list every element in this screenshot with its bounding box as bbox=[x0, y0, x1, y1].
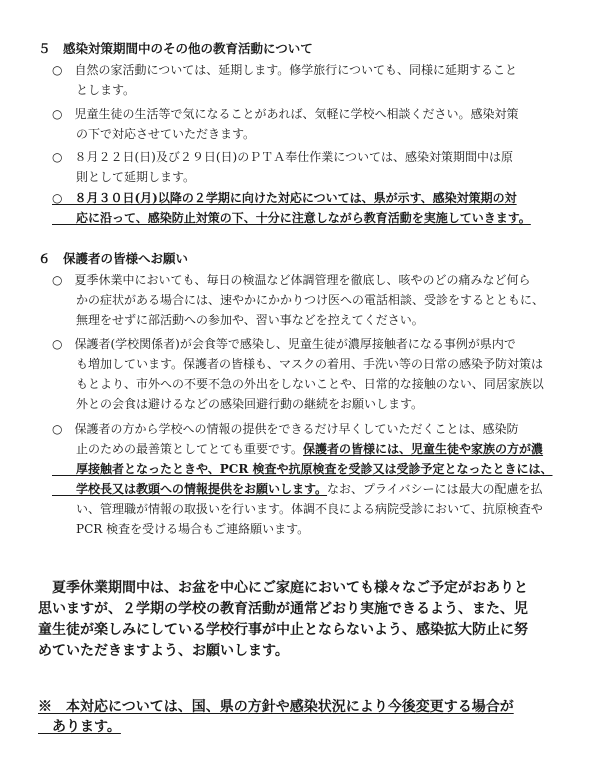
section-5-item-3 bbox=[52, 147, 572, 187]
text-line: あります。 bbox=[38, 719, 121, 735]
section-6-item-3 bbox=[52, 419, 572, 539]
text-line: めていただきますよう、お願いします。 bbox=[38, 643, 289, 659]
text-line bbox=[52, 479, 572, 499]
text-line: の下で対応させていただきます。 bbox=[52, 127, 256, 141]
text-line: ○ ８月３０日(月)以降の２学期に向けた対応については、県が示す、感染対策期の対 bbox=[52, 191, 517, 205]
text-line: ○ 児童生徒の生活等で気になることがあれば、気軽に学校へ相談ください。感染対策 bbox=[52, 107, 519, 121]
text-line: 則として延期します。 bbox=[52, 170, 196, 184]
section-6-item-1 bbox=[52, 270, 572, 330]
text-line: ※ 本対応については、国、県の方針や感染状況により今後変更する場合が bbox=[38, 699, 514, 715]
section-5-heading: ５ 感染対策期間中のその他の教育活動について bbox=[38, 41, 313, 56]
text-segment: なお、プライバシーには最大の配慮を払 bbox=[327, 482, 543, 496]
text-line: とします。 bbox=[52, 83, 136, 97]
text-line: 応に沿って、感染防止対策の下、十分に注意しながら教育活動を実施していきます。 bbox=[52, 211, 531, 225]
text-line: 夏季休業期間中は、お盆を中心にご家庭においても様々なご予定がおありと bbox=[38, 580, 528, 596]
text-line: ○ 保護者(学校関係者)が会食等で感染し、児童生徒が濃厚接触者になる事例が県内で bbox=[52, 337, 516, 351]
change-notice bbox=[38, 697, 568, 737]
text-line: も増加しています。保護者の皆様も、マスクの着用、手洗い等の日常の感染予防対策は bbox=[52, 357, 544, 371]
text-line: 無理をせずに部活動への参加や、習い事などを控えてください。 bbox=[52, 313, 424, 327]
closing-paragraph bbox=[38, 578, 568, 662]
section-5-item-4-emphasis bbox=[52, 188, 572, 228]
text-line: もとより、市外への不要不急の外出をしないことや、日常的な接触のない、同居家族以 bbox=[52, 377, 544, 391]
text-segment: 止のための最善策としてとても重要です。 bbox=[52, 442, 304, 456]
text-line: かの症状がある場合には、速やかにかかりつけ医への電話相談、受診をするとともに、 bbox=[52, 293, 545, 307]
section-5-item-2 bbox=[52, 104, 572, 144]
section-5-item-1 bbox=[52, 60, 572, 100]
underlined-request: 厚接触者となったときや、PCR 検査や抗原検査を受診又は受診予定となったときには、 bbox=[52, 462, 553, 476]
text-line: 思いますが、２学期の学校の教育活動が通常どおり実施できるよう、また、児 bbox=[38, 601, 528, 617]
underlined-request: 保護者の皆様には、児童生徒や家族の方が濃 bbox=[303, 442, 544, 456]
text-line: ○ 夏季休業中においても、毎日の検温など体調管理を徹底し、咳やのどの痛みなど何ら bbox=[52, 273, 531, 287]
text-line: ○ ８月２２日(日)及び２９日(日)のＰＴＡ奉仕作業については、感染対策期間中は原 bbox=[52, 150, 513, 164]
section-6-heading: ６ 保護者の皆様へお願い bbox=[38, 251, 189, 266]
text-line: 童生徒が楽しみにしている学校行事が中止とならないよう、感染拡大防止に努 bbox=[38, 622, 528, 638]
underlined-request: 学校長又は教頭への情報提供をお願いします。 bbox=[52, 482, 328, 496]
text-line: 外との会食は避けるなどの感染回避行動の継続をお願いします。 bbox=[52, 397, 424, 411]
text-line bbox=[52, 439, 572, 459]
text-line: い、管理職が情報の取扱いを行います。体調不良による病院受診において、抗原検査や bbox=[52, 502, 543, 516]
text-line: ○ 保護者の方から学校への情報の提供をできるだけ早くしていただくことは、感染防 bbox=[52, 422, 519, 436]
text-line: PCR 検査を受ける場合もご連絡願います。 bbox=[52, 522, 310, 536]
text-line: ○ 自然の家活動については、延期します。修学旅行についても、同様に延期すること bbox=[52, 63, 518, 77]
section-6-item-2 bbox=[52, 334, 572, 414]
